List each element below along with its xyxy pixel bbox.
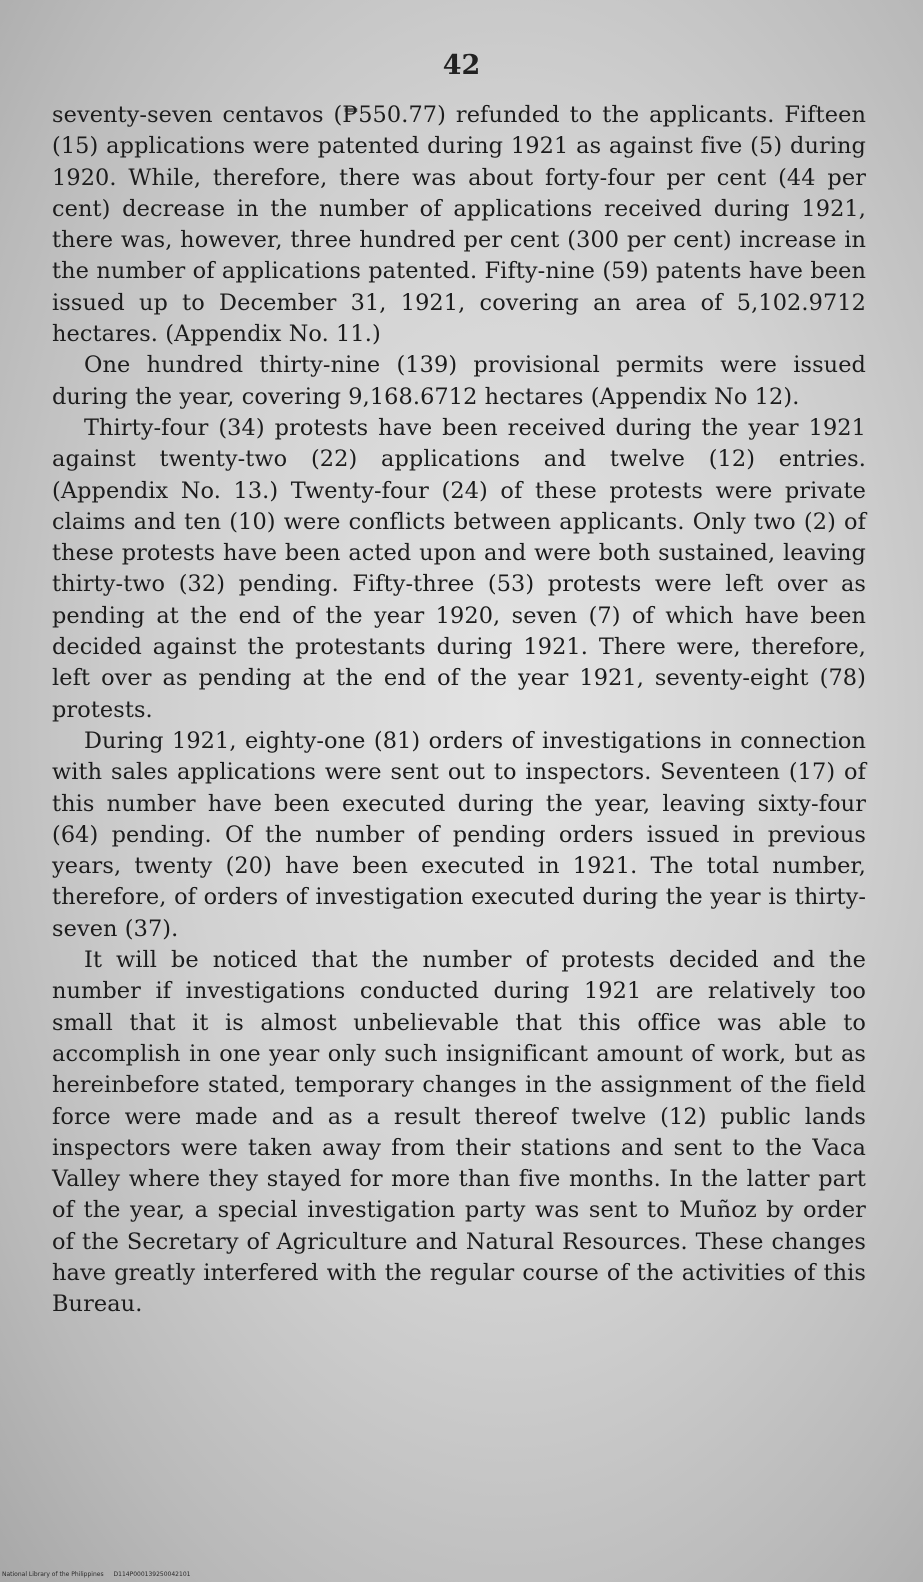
paragraph-5: It will be noticed that the number of protests decided and the number if investigations conducted during 1921 are relatively too small that it is almost unbelievable that this office was able to accomplish in one year only such insignificant amount of work, but as hereinbefore stated, temporary changes in the assignment of the field force were made and as a result thereof twelve (12) public lands inspectors were taken away from their stations and sent to the Vaca Valley where they stayed for more than five months. In the latter part of the year, a special investigation party was sent to Muñoz by order of the Secretary of Agriculture and Natural Resources. These changes have greatly interfered with the regular course of the activities of this Bureau. [52, 947, 866, 1318]
footer-code: D114P000139250042101 [113, 1571, 191, 1578]
paragraph-3: Thirty-four (34) protests have been received during the year 1921 against twenty-two (22) applications and twelve (12) entries. (Appendix No. 13.) Twenty-four (24) of these protests were private claims and ten (10) were conflicts between applicants. Only two (2) of these protests have been acted upon and were both sustained, leaving thirty-two (32) pending. Fifty-three (53) protests were left over as pending at the end of the year 1920, seven (7) of which have been decided against the protestants during 1921. There were, therefore, left over as pending at the end of the year 1921, seventy-eight (78) protests. [52, 414, 866, 723]
scan-footer [2, 1571, 198, 1578]
footer-library: National Library of the Philippines [2, 1571, 104, 1578]
page-number: 42 [442, 50, 481, 81]
paragraph-1: seventy-seven centavos (₱550.77) refunded to the applicants. Fifteen (15) applications were patented during 1921 as against five (5) during 1920. While, therefore, there was about forty-four per cent (44 per cent) decrease in the number of applications received during 1921, there was, however, three hundred per cent (300 per cent) increase in the number of applications patented. Fifty-nine (59) patents have been issued up to December 31, 1921, covering an area of 5,102.9712 hectares. (Appendix No. 11.) [52, 102, 866, 348]
paragraph-4: During 1921, eighty-one (81) orders of investigations in connection with sales applications were sent out to inspectors. Seventeen (17) of this number have been executed during the year, leaving sixty-four (64) pending. Of the number of pending orders issued in previous years, twenty (20) have been executed in 1921. The total number, therefore, of orders of investigation executed during the year is thirty-seven (37). [52, 727, 866, 942]
body-text [52, 100, 866, 1321]
paragraph-2: One hundred thirty-nine (139) provisional permits were issued during the year, covering 9,168.6712 hectares (Appendix No 12). [52, 352, 866, 410]
